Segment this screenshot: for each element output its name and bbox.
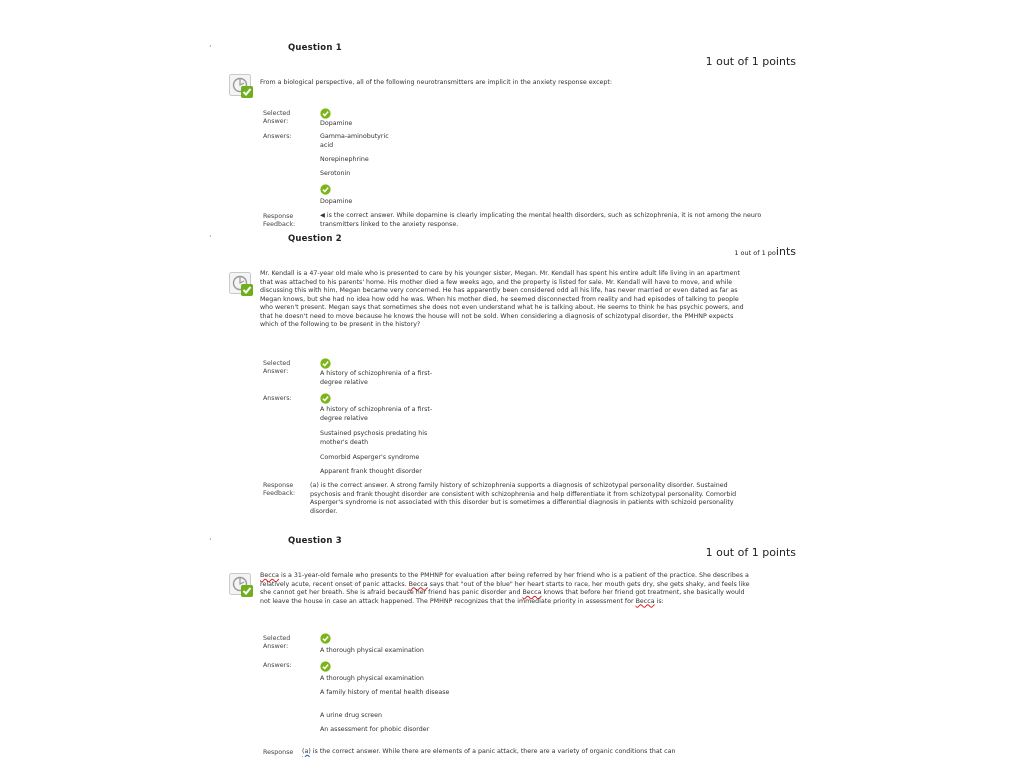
response-feedback-text	[320, 212, 770, 229]
correct-check-icon	[320, 633, 331, 644]
selected-answer-value: Dopamine	[320, 120, 353, 127]
answer-option: Comorbid Asperger's syndrome	[320, 454, 420, 461]
question-bullet: ·	[209, 535, 212, 544]
points-text: 1 out of 1 po	[734, 249, 776, 257]
answer-option: A urine drug screen	[320, 712, 383, 719]
response-feedback-text: (a) is the correct answer. A strong family history of schizophrenia supports a diagnosis of schizotypal personality disorder. Sustained psychosis and frank thought disorder are consistent with schizophrenia and help differentiate it from schizotypal personality. Comorbid Asperger's syndrome is not associated with this disorder but is sometimes a differential diagnosis in patients with schizoid personality disorder.	[310, 482, 737, 515]
answer-option-correct: Dopamine	[320, 198, 353, 205]
answers-label: Answers:	[263, 662, 292, 669]
correct-check-icon	[320, 184, 331, 195]
correct-question-icon	[229, 573, 254, 598]
correct-question-icon	[229, 74, 254, 99]
selected-answer-label: Selected Answer:	[263, 635, 291, 650]
selected-answer-value: A history of schizophrenia of a first-degree relative	[320, 370, 433, 386]
question-text: From a biological perspective, all of the following neurotransmitters are implicit in the anxiety response except:	[260, 79, 612, 86]
question-title: Question 3	[288, 536, 342, 546]
answer-option: Sustained psychosis predating his mother's death	[320, 430, 428, 446]
question-title: Question 2	[288, 234, 342, 244]
feedback-body: is the correct answer. While there are elements of a panic attack, there are a variety of organic conditions that can	[312, 748, 676, 755]
answer-option: Norepinephrine	[320, 156, 369, 163]
speaker-icon: ◀	[320, 212, 325, 219]
response-feedback-label: Response	[263, 749, 294, 756]
response-feedback-text	[302, 748, 762, 757]
response-feedback-label: Response Feedback:	[263, 213, 296, 228]
answer-option: Gamma-aminobutyric acid	[320, 133, 389, 149]
selected-answer-label: Selected Answer:	[263, 360, 291, 375]
correct-check-icon	[320, 393, 331, 404]
answer-option: A family history of mental health disease	[320, 689, 450, 696]
feedback-body: is the correct answer. While dopamine is clearly implicating the mental health disorders, such as schizophrenia, it is not among the neuro transmitters linked to the anxiety response.	[320, 212, 762, 228]
question-text-part: is a 31-year-old female who presents to the PMHNP for evaluation after being referred by her friend who is a patient of the practice. She describes a relatively acute, recent onset of panic attacks.	[260, 572, 749, 588]
answer-option: An assessment for phobic disorder	[320, 726, 430, 733]
correct-check-icon	[320, 108, 331, 119]
answers-label: Answers:	[263, 395, 292, 402]
patient-name: Becca	[408, 580, 428, 588]
correct-question-icon	[229, 272, 254, 297]
answer-option-correct: A thorough physical examination	[320, 675, 424, 682]
question-text-part: knows that before her friend got treatment, she basically would not leave the house in case an attack happened. The PMHNP recognizes that the immediate priority in assessment for	[260, 589, 745, 605]
patient-name: Becca	[260, 572, 279, 579]
correct-check-icon	[320, 358, 331, 369]
question-bullet: ·	[209, 232, 212, 241]
question-text: Mr. Kendall is a 47-year old male who is presented to care by his younger sister, Megan. Mr. Kendall has spent his entire adult life living in an apartment that was attached to his parents' home. His mother died a few weeks ago, and the property is listed for sale. Mr. Kendall will have to move, and while discussing this with him, Megan became very concerned. He has apparently been considered odd all his life, has never married or even dated as far as Megan knows, but she had no idea how odd he was. When his mother died, he seemed disconnected from reality and had episodes of talking to people who weren't present. Megan says that sometimes she does not even understand what he is talking about. He seems to think he has psychic powers, and that he doesn't need to move because he knows the house will not be sold. When considering a diagnosis of schizotypal disorder, the PMHNP expects which of the following to be present in the history?	[260, 270, 744, 328]
answer-option-correct: A history of schizophrenia of a first-degree relative	[320, 406, 433, 422]
points-text-tail: ints	[775, 245, 796, 258]
question-title: Question 1	[288, 43, 342, 53]
answer-option: Serotonin	[320, 170, 351, 177]
selected-answer-label: Selected Answer:	[263, 110, 291, 125]
question-text-part: is:	[656, 597, 664, 605]
correct-check-icon	[320, 661, 331, 672]
selected-answer-value: A thorough physical examination	[320, 647, 424, 654]
question-points: 1 out of 1 points	[705, 55, 796, 68]
question-text-part: says that "out of the blue" her heart starts to race, her mouth gets dry, she gets shaky, and feels like she cannot get her breath. She is afraid because her friend has panic disorder and	[260, 580, 750, 596]
question-text	[260, 572, 752, 606]
question-points: 1 out of 1 points	[705, 546, 796, 559]
question-bullet: ·	[209, 42, 212, 51]
question-points	[734, 245, 796, 258]
patient-name: Becca	[522, 589, 542, 596]
feedback-marker: (a)	[302, 748, 311, 755]
patient-name: Becca	[635, 597, 655, 605]
answer-option: Apparent frank thought disorder	[320, 468, 422, 475]
response-feedback-label: Response Feedback:	[263, 482, 296, 497]
answers-label: Answers:	[263, 133, 292, 140]
